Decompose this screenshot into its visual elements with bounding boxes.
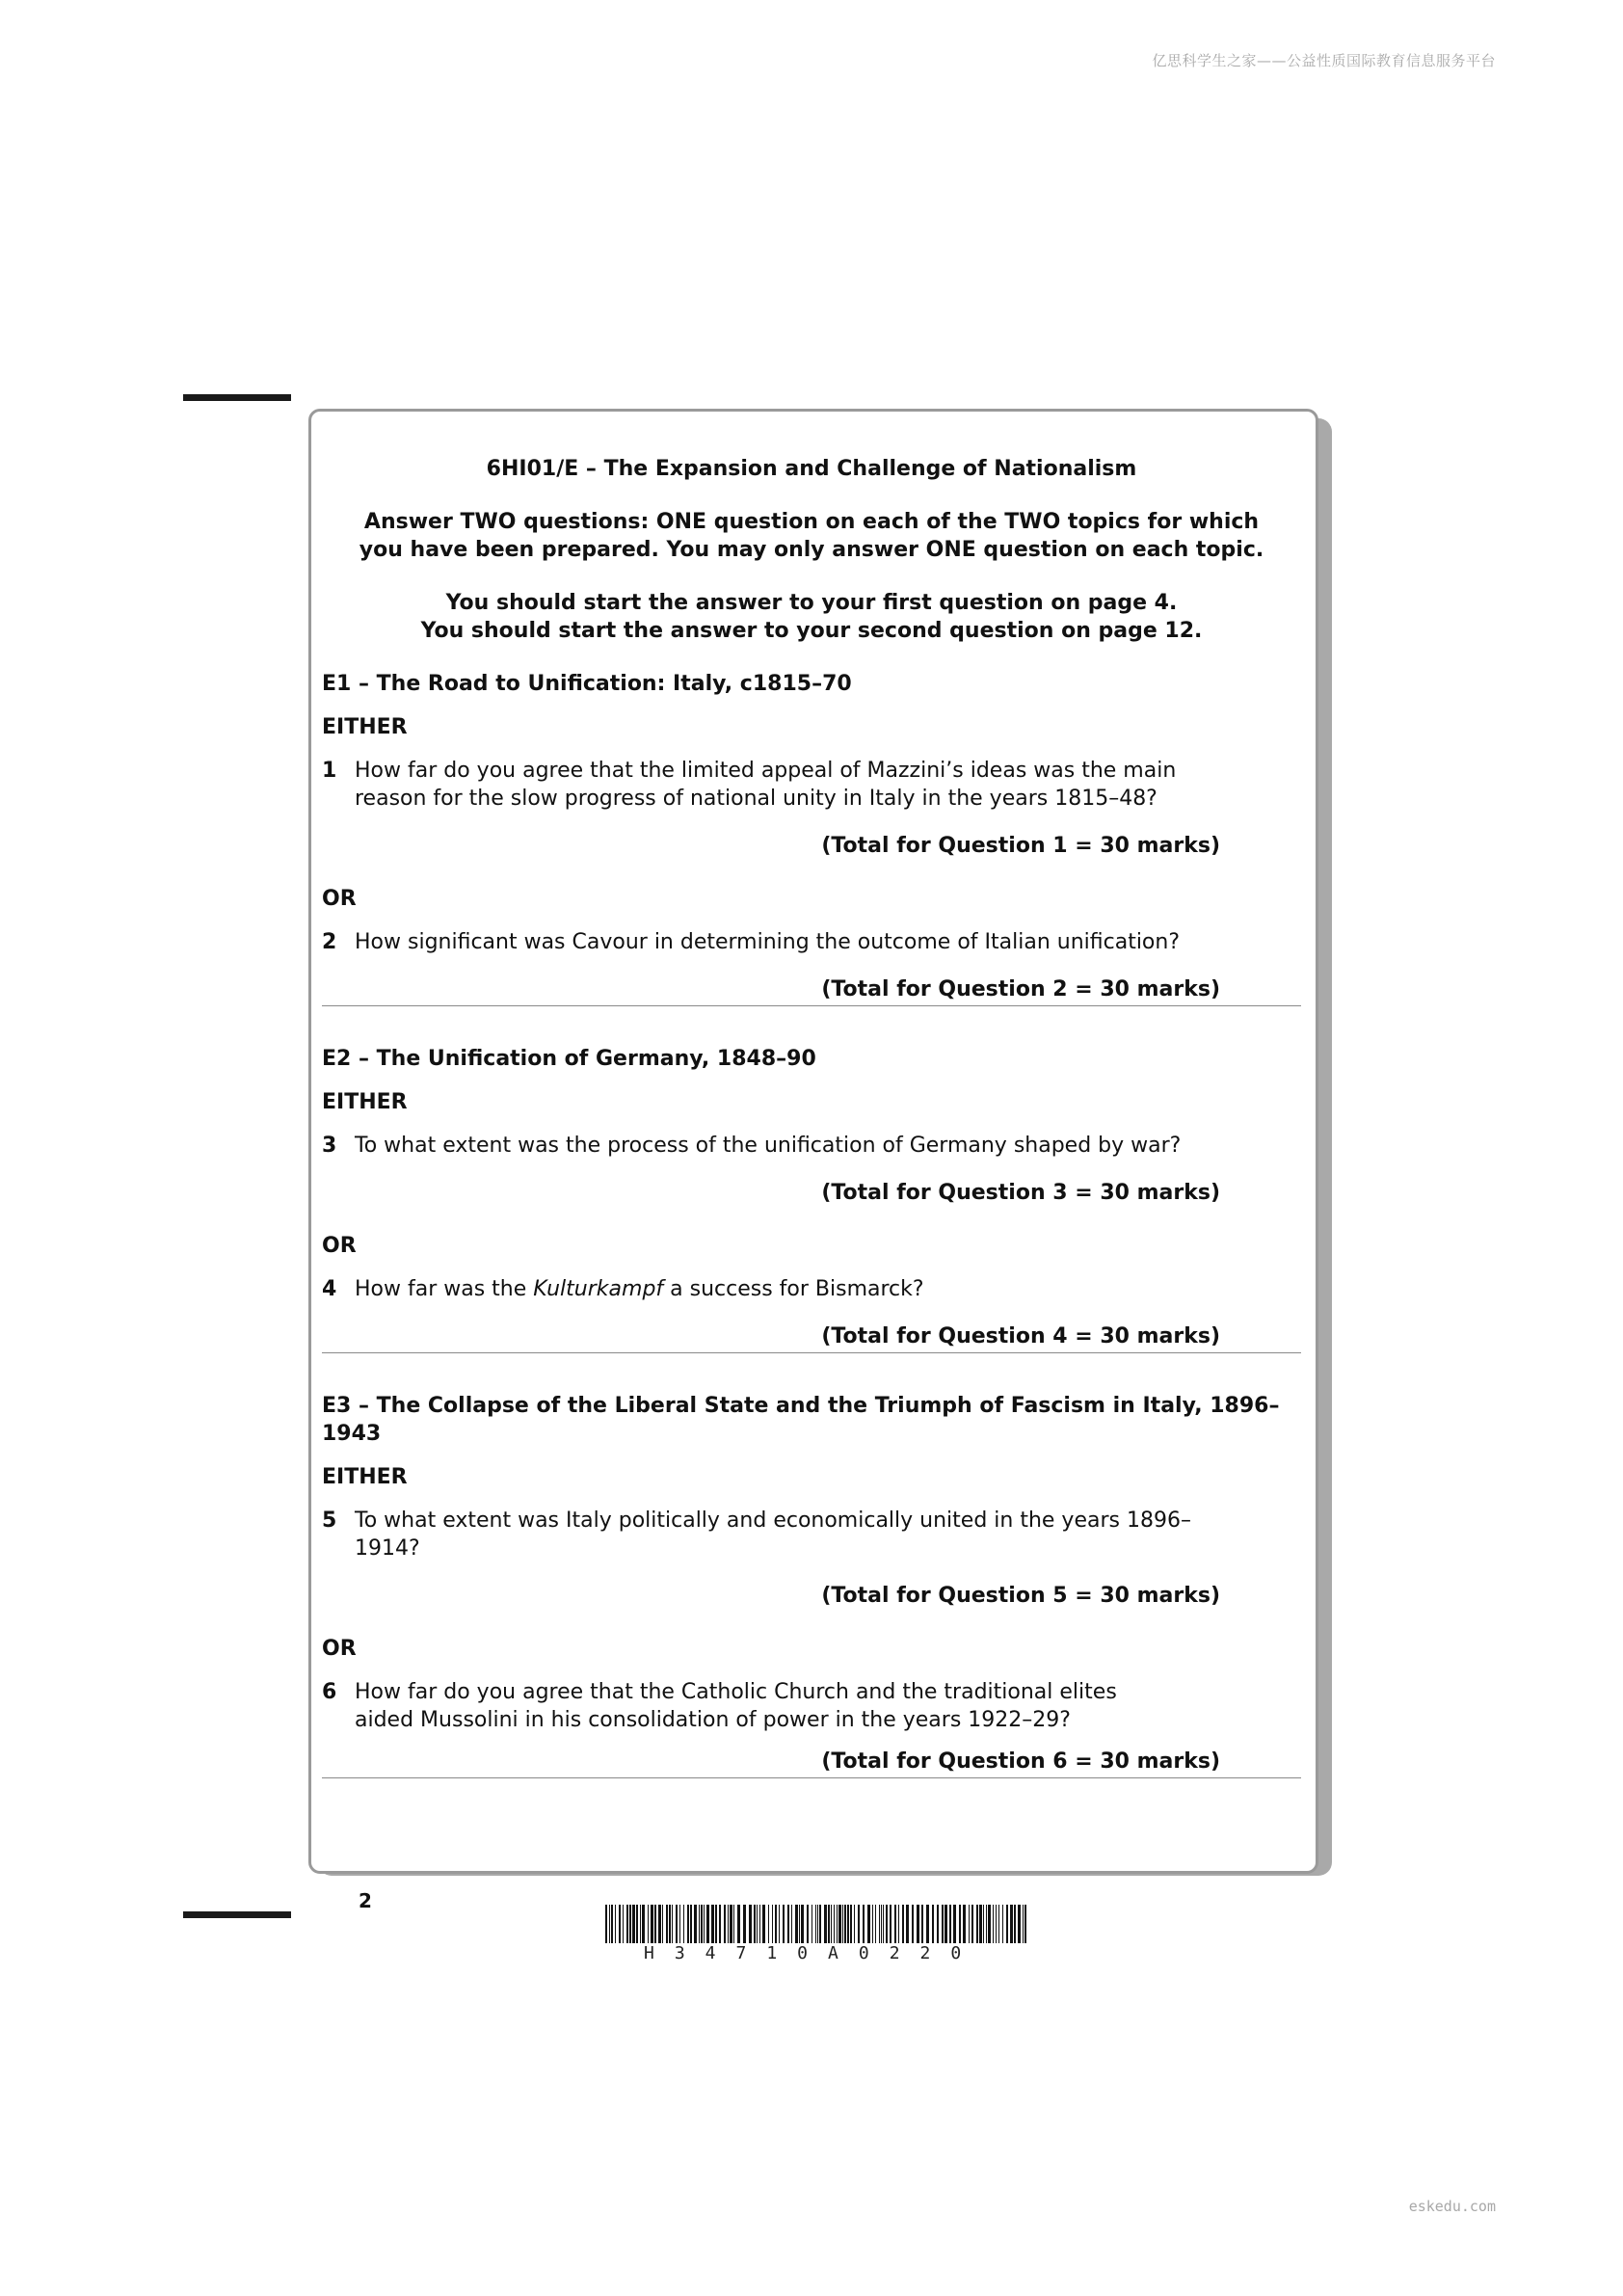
barcode-bar	[815, 1905, 816, 1943]
barcode-bar	[642, 1905, 645, 1943]
barcode-bar	[872, 1905, 873, 1943]
question-marks: (Total for Question 5 = 30 marks)	[821, 1584, 1220, 1608]
barcode-bar	[819, 1905, 821, 1943]
barcode-bar	[699, 1905, 700, 1943]
barcode-bar	[728, 1905, 729, 1943]
barcode-bar	[648, 1905, 649, 1943]
barcode-bar	[912, 1905, 914, 1943]
or-label: OR	[322, 887, 357, 911]
barcode-bar	[1006, 1905, 1008, 1943]
barcode-bar	[749, 1905, 752, 1943]
barcode-bar	[824, 1905, 827, 1943]
barcode-bar	[783, 1905, 785, 1943]
question-marks: (Total for Question 3 = 30 marks)	[821, 1181, 1220, 1205]
section-divider	[322, 1777, 1301, 1778]
barcode-bar	[666, 1905, 668, 1943]
barcode-bar	[687, 1905, 689, 1943]
barcode-bar	[844, 1905, 846, 1943]
question-6	[322, 1678, 1301, 1734]
question-marks: (Total for Question 6 = 30 marks)	[821, 1749, 1220, 1774]
barcode-bar	[976, 1905, 978, 1943]
barcode-bar	[730, 1905, 732, 1943]
barcode-bar	[679, 1905, 680, 1943]
barcode-bar	[759, 1905, 760, 1943]
barcode-bar	[983, 1905, 984, 1943]
barcode-bar	[605, 1905, 607, 1943]
barcode-bar	[883, 1905, 884, 1943]
barcode-bar	[743, 1905, 746, 1943]
barcode-bar	[791, 1905, 792, 1943]
barcode-bar	[831, 1905, 832, 1943]
question-text: To what extent was the process of the unification of Germany shaped by war?	[355, 1134, 1182, 1158]
panel-content	[322, 453, 1301, 1778]
barcode-bar	[1002, 1905, 1003, 1943]
barcode-bar	[779, 1905, 780, 1943]
barcode-bar	[775, 1905, 777, 1943]
barcode-bar	[768, 1905, 769, 1943]
barcode-bar	[733, 1905, 734, 1943]
barcode-bar	[867, 1905, 870, 1943]
barcode-bar	[953, 1905, 956, 1943]
barcode-bar	[683, 1905, 684, 1943]
barcode-bar	[890, 1905, 891, 1943]
barcode-bar	[1024, 1905, 1026, 1943]
or-label: OR	[322, 1234, 357, 1258]
start-page-instruction-2: You should start the answer to your second question on page 12.	[420, 619, 1203, 643]
barcode-bar	[795, 1905, 798, 1943]
margin-bar-top	[183, 394, 291, 401]
barcode-bar	[902, 1905, 904, 1943]
barcode-bar	[894, 1905, 896, 1943]
barcode-bar	[762, 1905, 765, 1943]
question-2	[322, 928, 1301, 956]
question-number: 4	[322, 1277, 337, 1301]
barcode-bar	[838, 1905, 841, 1943]
barcode-bar	[996, 1905, 997, 1943]
barcode-bar	[969, 1905, 970, 1943]
barcode-bar	[998, 1905, 999, 1943]
barcode-text: H34710A0220	[644, 1943, 982, 1963]
question-marks: (Total for Question 2 = 30 marks)	[821, 977, 1220, 1001]
barcode-bar	[704, 1905, 705, 1943]
barcode-bar	[719, 1905, 721, 1943]
barcode-bar	[926, 1905, 929, 1943]
margin-bar-bottom	[183, 1911, 291, 1918]
barcode-bar	[632, 1905, 635, 1943]
either-label: EITHER	[322, 715, 408, 739]
barcode-bar	[701, 1905, 703, 1943]
question-marks: (Total for Question 4 = 30 marks)	[821, 1324, 1220, 1348]
barcode	[605, 1905, 1029, 1943]
barcode-bar	[993, 1905, 994, 1943]
barcode-bar	[988, 1905, 991, 1943]
barcode-bar	[850, 1905, 852, 1943]
barcode-bar	[863, 1905, 865, 1943]
question-4	[322, 1275, 1301, 1303]
barcode-bar	[724, 1905, 726, 1943]
barcode-bar	[636, 1905, 638, 1943]
barcode-bar	[917, 1905, 919, 1943]
question-5	[322, 1507, 1301, 1562]
barcode-bar	[772, 1905, 773, 1943]
question-text: How far do you agree that the Catholic Church and the traditional elites aided Mussolini in his consolidation of power in the years 1922–29?	[355, 1680, 1117, 1732]
barcode-bar	[937, 1905, 939, 1943]
barcode-bar	[837, 1905, 838, 1943]
barcode-bar	[611, 1905, 613, 1943]
barcode-bar	[963, 1905, 966, 1943]
barcode-bar	[711, 1905, 714, 1943]
barcode-bar	[1018, 1905, 1021, 1943]
topic-heading-e1: E1 – The Road to Unification: Italy, c1815–70	[322, 672, 852, 696]
question-text: To what extent was Italy politically and economically united in the years 1896–1914?	[355, 1508, 1191, 1561]
barcode-bar	[640, 1905, 641, 1943]
barcode-bar	[662, 1905, 663, 1943]
barcode-bar	[623, 1905, 624, 1943]
barcode-bar	[801, 1905, 804, 1943]
question-1	[322, 757, 1301, 813]
barcode-bar	[854, 1905, 855, 1943]
barcode-bar	[906, 1905, 909, 1943]
question-text	[355, 1275, 1193, 1303]
barcode-bar	[979, 1905, 982, 1943]
barcode-bar	[669, 1905, 671, 1943]
question-number: 2	[322, 930, 337, 954]
question-number: 6	[322, 1680, 337, 1704]
barcode-bar	[672, 1905, 673, 1943]
topic-heading-e2: E2 – The Unification of Germany, 1848–90	[322, 1047, 816, 1071]
barcode-bar	[706, 1905, 709, 1943]
question-number: 1	[322, 759, 337, 783]
question-text-part: a success for Bismarck?	[663, 1277, 924, 1301]
question-text: How far do you agree that the limited appeal of Mazzini’s ideas was the main reason for the slow progress of national unity in Italy in the years 1815–48?	[355, 759, 1177, 811]
barcode-bar	[787, 1905, 789, 1943]
barcode-bar	[651, 1905, 653, 1943]
barcode-bar	[715, 1905, 717, 1943]
barcode-bar	[694, 1905, 697, 1943]
question-number: 5	[322, 1508, 337, 1533]
question-marks: (Total for Question 1 = 30 marks)	[821, 834, 1220, 858]
barcode-bar	[986, 1905, 987, 1943]
barcode-bar	[629, 1905, 631, 1943]
watermark-top: 亿思科学生之家——公益性质国际教育信息服务平台	[1152, 52, 1496, 69]
barcode-bar	[799, 1905, 800, 1943]
barcode-bar	[619, 1905, 621, 1943]
or-label: OR	[322, 1637, 357, 1661]
barcode-bar	[654, 1905, 656, 1943]
barcode-bar	[737, 1905, 740, 1943]
barcode-bar	[898, 1905, 899, 1943]
question-text-part: How far was the	[355, 1277, 534, 1301]
instructions: Answer TWO questions: ONE question on each of the TWO topics for which you have been prepared. You may only answer ONE question on each topic.	[359, 510, 1264, 562]
barcode-bar	[842, 1905, 843, 1943]
barcode-bar	[959, 1905, 961, 1943]
barcode-bar	[754, 1905, 756, 1943]
barcode-bar	[1014, 1905, 1016, 1943]
barcode-bar	[817, 1905, 818, 1943]
barcode-bar	[626, 1905, 628, 1943]
start-page-instruction-1: You should start the answer to your first question on page 4.	[445, 591, 1178, 615]
barcode-bar	[949, 1905, 951, 1943]
barcode-bar	[1010, 1905, 1013, 1943]
barcode-bar	[879, 1905, 880, 1943]
barcode-bar	[886, 1905, 888, 1943]
barcode-bar	[875, 1905, 876, 1943]
barcode-bar	[615, 1905, 616, 1943]
question-text: How significant was Cavour in determining the outcome of Italian unification?	[355, 930, 1181, 954]
barcode-bar	[609, 1905, 610, 1943]
barcode-bar	[971, 1905, 973, 1943]
barcode-bar	[807, 1905, 809, 1943]
question-3	[322, 1132, 1301, 1160]
barcode-bar	[828, 1905, 830, 1943]
either-label: EITHER	[322, 1090, 408, 1114]
barcode-bar	[942, 1905, 944, 1943]
page-number: 2	[359, 1889, 372, 1912]
barcode-bar	[690, 1905, 692, 1943]
barcode-bar	[945, 1905, 947, 1943]
barcode-bar	[834, 1905, 835, 1943]
barcode-bar	[676, 1905, 678, 1943]
barcode-bar	[921, 1905, 923, 1943]
either-label: EITHER	[322, 1465, 408, 1489]
barcode-bar	[881, 1905, 882, 1943]
question-text-italic: Kulturkampf	[533, 1277, 664, 1301]
barcode-bar	[1023, 1905, 1024, 1943]
topic-heading-e3: E3 – The Collapse of the Liberal State and the Triumph of Fascism in Italy, 1896–1943	[322, 1394, 1280, 1446]
barcode-bar	[847, 1905, 849, 1943]
barcode-bar	[757, 1905, 758, 1943]
question-number: 3	[322, 1134, 337, 1158]
watermark-bottom: eskedu.com	[1408, 2198, 1496, 2215]
barcode-bar	[932, 1905, 934, 1943]
paper-title: 6HI01/E – The Expansion and Challenge of Nationalism	[486, 457, 1137, 481]
barcode-bar	[858, 1905, 860, 1943]
barcode-bar	[658, 1905, 661, 1943]
